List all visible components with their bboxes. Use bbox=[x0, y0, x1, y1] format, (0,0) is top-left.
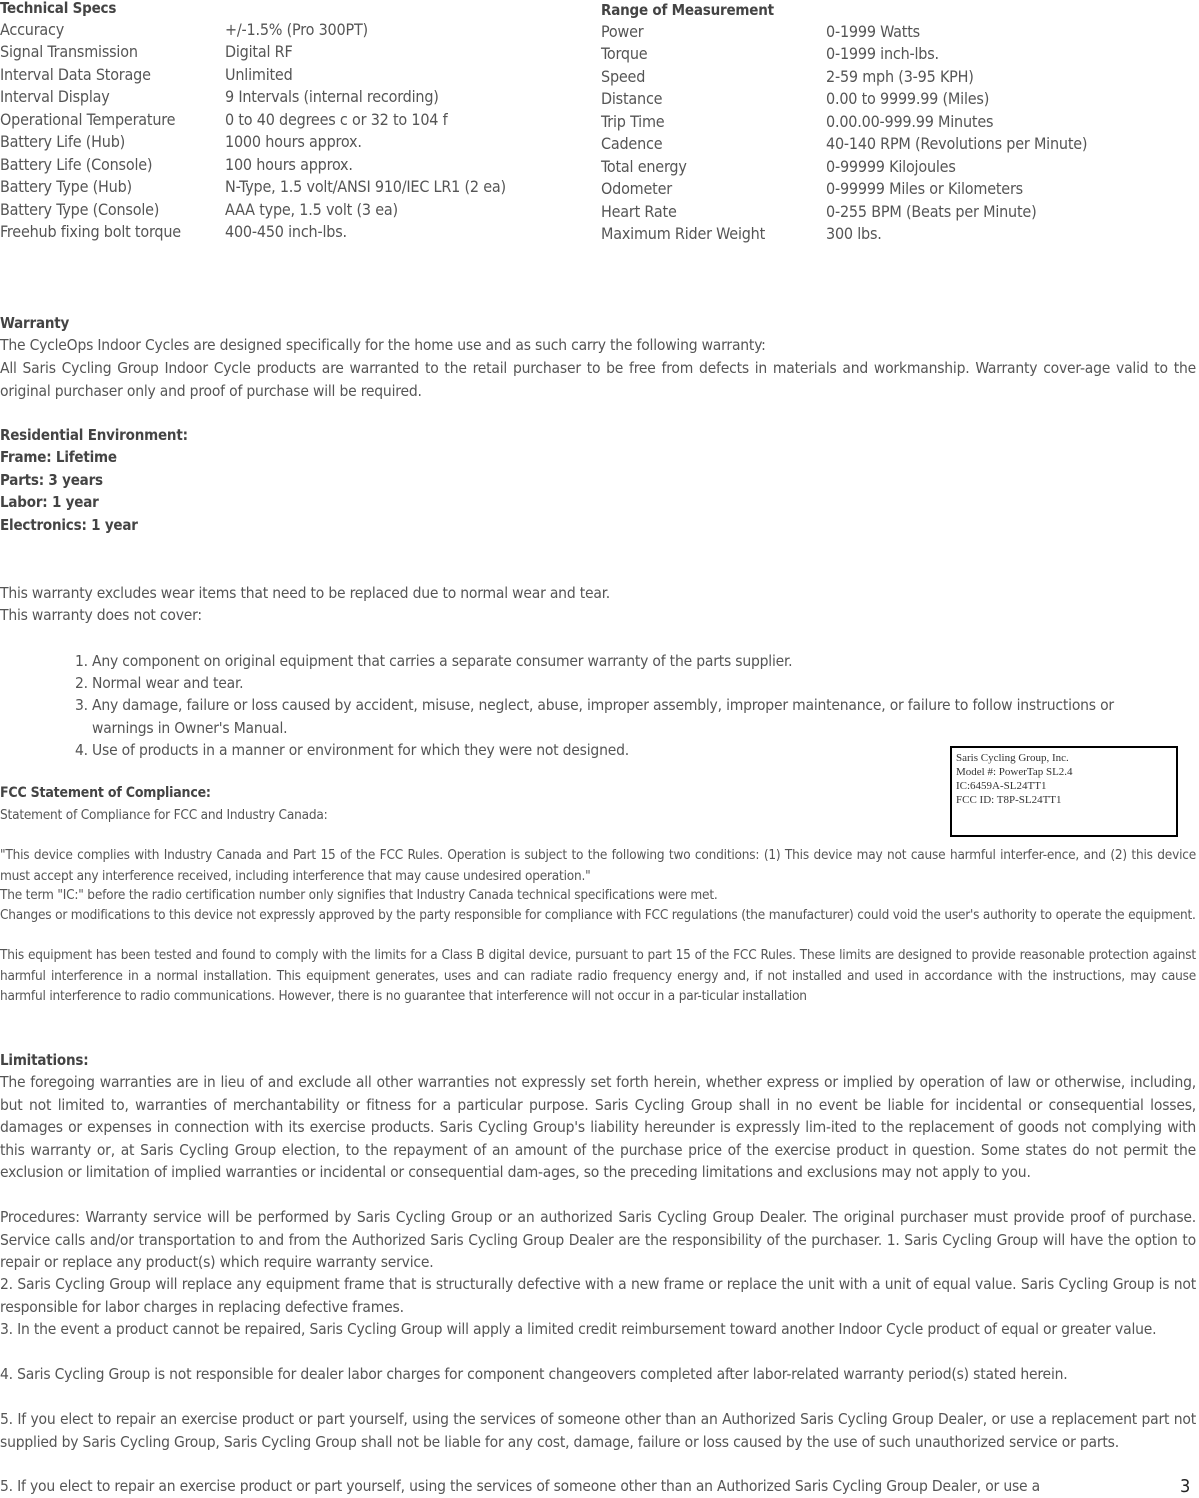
range-value: 300 lbs. bbox=[826, 224, 882, 243]
spec-label: Freehub fixing bolt torque bbox=[0, 222, 181, 241]
limitations-paragraph-4: 3. In the event a product cannot be repaired, Saris Cycling Group will apply a limited credit reimbursement toward another Indoor Cycle product of equal or greater value. bbox=[0, 1320, 1157, 1338]
spec-label: Signal Transmission bbox=[0, 42, 138, 61]
range-value: 40-140 RPM (Revolutions per Minute) bbox=[826, 134, 1088, 153]
range-value: 0-1999 Watts bbox=[826, 22, 920, 41]
list-number: 3. bbox=[75, 696, 88, 714]
spec-label: Accuracy bbox=[0, 20, 65, 39]
residential-parts: Parts: 3 years bbox=[0, 471, 103, 489]
warranty-not-cover: This warranty does not cover: bbox=[0, 606, 202, 624]
fcc-paragraph-3: Changes or modifications to this device not expressly approved by the party responsible for compliance with FCC regulations (the manufacturer) could void the user's authority to operate the equipment. bbox=[0, 907, 1196, 923]
spec-label: Interval Display bbox=[0, 87, 110, 106]
range-label: Power bbox=[601, 22, 644, 41]
limitations-paragraph-3: 2. Saris Cycling Group will replace any equipment frame that is structurally defective with a new frame or replace the unit with a unit of equal value. Saris Cycling Group is not responsible for labor charges in replacing defective frames. bbox=[0, 1275, 1196, 1316]
range-label: Distance bbox=[601, 89, 663, 108]
range-label: Speed bbox=[601, 67, 646, 86]
range-label: Cadence bbox=[601, 134, 663, 153]
range-value: 0-1999 inch-lbs. bbox=[826, 44, 939, 63]
spec-value: 100 hours approx. bbox=[225, 155, 353, 174]
list-text: Any damage, failure or loss caused by accident, misuse, neglect, abuse, improper assembly, improper maintenance, or failure to follow instructions or warnings in Owner's Manual. bbox=[92, 696, 1114, 737]
range-label: Trip Time bbox=[601, 112, 665, 131]
range-value: 0-99999 Kilojoules bbox=[826, 157, 956, 176]
residential-heading: Residential Environment: bbox=[0, 426, 188, 444]
fcc-subtitle: Statement of Compliance for FCC and Industry Canada: bbox=[0, 807, 328, 823]
spec-value: +/-1.5% (Pro 300PT) bbox=[225, 20, 368, 39]
residential-labor: Labor: 1 year bbox=[0, 493, 99, 511]
label-company: Saris Cycling Group, Inc. bbox=[956, 752, 1069, 764]
list-text: Normal wear and tear. bbox=[92, 674, 244, 692]
warranty-title: Warranty bbox=[0, 314, 70, 332]
range-value: 0.00 to 9999.99 (Miles) bbox=[826, 89, 990, 108]
list-number: 1. bbox=[75, 652, 88, 670]
range-label: Heart Rate bbox=[601, 202, 677, 221]
spec-value: AAA type, 1.5 volt (3 ea) bbox=[225, 200, 398, 219]
fcc-paragraph-1: "This device complies with Industry Canada and Part 15 of the FCC Rules. Operation is subject to the following two conditions: (1) This device may not cause harmful interfer-ence, and (2) this device must accept any interference received, including interference that may cause undesired operation." bbox=[0, 847, 1196, 884]
page-number: 3 bbox=[1180, 1476, 1191, 1497]
range-value: 0-99999 Miles or Kilometers bbox=[826, 179, 1023, 198]
spec-value: 9 Intervals (internal recording) bbox=[225, 87, 439, 106]
residential-electronics: Electronics: 1 year bbox=[0, 516, 138, 534]
spec-label: Battery Life (Hub) bbox=[0, 132, 126, 151]
list-text: Any component on original equipment that carries a separate consumer warranty of the parts supplier. bbox=[92, 652, 793, 670]
spec-value: 400-450 inch-lbs. bbox=[225, 222, 347, 241]
spec-value: 0 to 40 degrees c or 32 to 104 f bbox=[225, 110, 448, 129]
fcc-paragraph-4: This equipment has been tested and found to comply with the limits for a Class B digital device, pursuant to part 15 of the FCC Rules. These limits are designed to provide reasonable protection against harmful interference in a normal installation. This equipment generates, uses and can radiate radio frequency energy and, if not installed and used in accordance with the instructions, may cause harmful interference to radio communications. However, there is no guarantee that interference will not occur in a par-ticular installation bbox=[0, 947, 1196, 1004]
range-label: Torque bbox=[601, 44, 648, 63]
range-value: 0.00.00-999.99 Minutes bbox=[826, 112, 994, 131]
limitations-paragraph-7: 5. If you elect to repair an exercise product or part yourself, using the services of someone other than an Authorized Saris Cycling Group Dealer, or use a bbox=[0, 1477, 1040, 1495]
limitations-title: Limitations: bbox=[0, 1051, 89, 1069]
label-ic: IC:6459A-SL24TT1 bbox=[956, 780, 1047, 792]
spec-label: Battery Life (Console) bbox=[0, 155, 153, 174]
residential-frame: Frame: Lifetime bbox=[0, 448, 117, 466]
range-title: Range of Measurement bbox=[601, 1, 774, 19]
spec-label: Operational Temperature bbox=[0, 110, 176, 129]
range-value: 0-255 BPM (Beats per Minute) bbox=[826, 202, 1037, 221]
warranty-body: All Saris Cycling Group Indoor Cycle products are warranted to the retail purchaser to be free from defects in materials and workmanship. Warranty cover-age valid to the original purchaser only and proof of purchase will be required. bbox=[0, 359, 1196, 400]
spec-label: Battery Type (Hub) bbox=[0, 177, 132, 196]
limitations-paragraph-5: 4. Saris Cycling Group is not responsible for dealer labor charges for component changeovers completed after labor-related warranty period(s) stated herein. bbox=[0, 1365, 1068, 1383]
spec-value: Unlimited bbox=[225, 65, 293, 84]
limitations-paragraph-6: 5. If you elect to repair an exercise product or part yourself, using the services of someone other than an Authorized Saris Cycling Group Dealer, or use a replacement part not supplied by Saris Cycling Group, Saris Cycling Group shall not be liable for any cost, damage, failure or loss caused by the use of such unauthorized service or parts. bbox=[0, 1410, 1196, 1451]
label-fcc-id: FCC ID: T8P-SL24TT1 bbox=[956, 794, 1062, 806]
tech-specs-title: Technical Specs bbox=[0, 0, 117, 17]
label-model: Model #: PowerTap SL2.4 bbox=[956, 766, 1073, 778]
spec-label: Interval Data Storage bbox=[0, 65, 151, 84]
limitations-paragraph-1: The foregoing warranties are in lieu of and exclude all other warranties not expressly set forth herein, whether express or implied by operation of law or otherwise, including, but not limited to, warranties of merchantability or fitness for a particular purpose. Saris Cycling Group shall in no event be liable for incidental or consequential losses, damages or expenses in connection with its exercise products. Saris Cycling Group's liability hereunder is expressly lim-ited to the replacement of goods not complying with this warranty or, at Saris Cycling Group election, to the repayment of an amount of the purchase price of the exercise product in question. Some states do not permit the exclusion or limitation of implied warranties or incidental or consequential dam-ages, so the preceding limitations and exclusions may not apply to you. bbox=[0, 1073, 1196, 1182]
spec-value: N-Type, 1.5 volt/ANSI 910/IEC LR1 (2 ea) bbox=[225, 177, 506, 196]
warranty-excludes: This warranty excludes wear items that need to be replaced due to normal wear and tear. bbox=[0, 584, 611, 602]
spec-label: Battery Type (Console) bbox=[0, 200, 160, 219]
list-number: 2. bbox=[75, 674, 88, 692]
range-value: 2-59 mph (3-95 KPH) bbox=[826, 67, 974, 86]
spec-value: 1000 hours approx. bbox=[225, 132, 362, 151]
range-label: Odometer bbox=[601, 179, 672, 198]
fcc-title: FCC Statement of Compliance: bbox=[0, 785, 211, 801]
range-label: Maximum Rider Weight bbox=[601, 224, 766, 243]
list-number: 4. bbox=[75, 741, 88, 759]
fcc-paragraph-2: The term "IC:" before the radio certification number only signifies that Industry Canada technical specifications were met. bbox=[0, 887, 718, 903]
range-label: Total energy bbox=[601, 157, 687, 176]
warranty-intro: The CycleOps Indoor Cycles are designed specifically for the home use and as such carry the following warranty: bbox=[0, 336, 766, 354]
limitations-paragraph-2: Procedures: Warranty service will be performed by Saris Cycling Group or an authorized Saris Cycling Group Dealer. The original purchaser must provide proof of purchase. Service calls and/or transportation to and from the Authorized Saris Cycling Group Dealer are the responsibility of the purchaser. 1. Saris Cycling Group will have the option to repair or replace any product(s) which require warranty service. bbox=[0, 1208, 1196, 1272]
list-text: Use of products in a manner or environment for which they were not designed. bbox=[92, 741, 629, 759]
spec-value: Digital RF bbox=[225, 42, 293, 61]
